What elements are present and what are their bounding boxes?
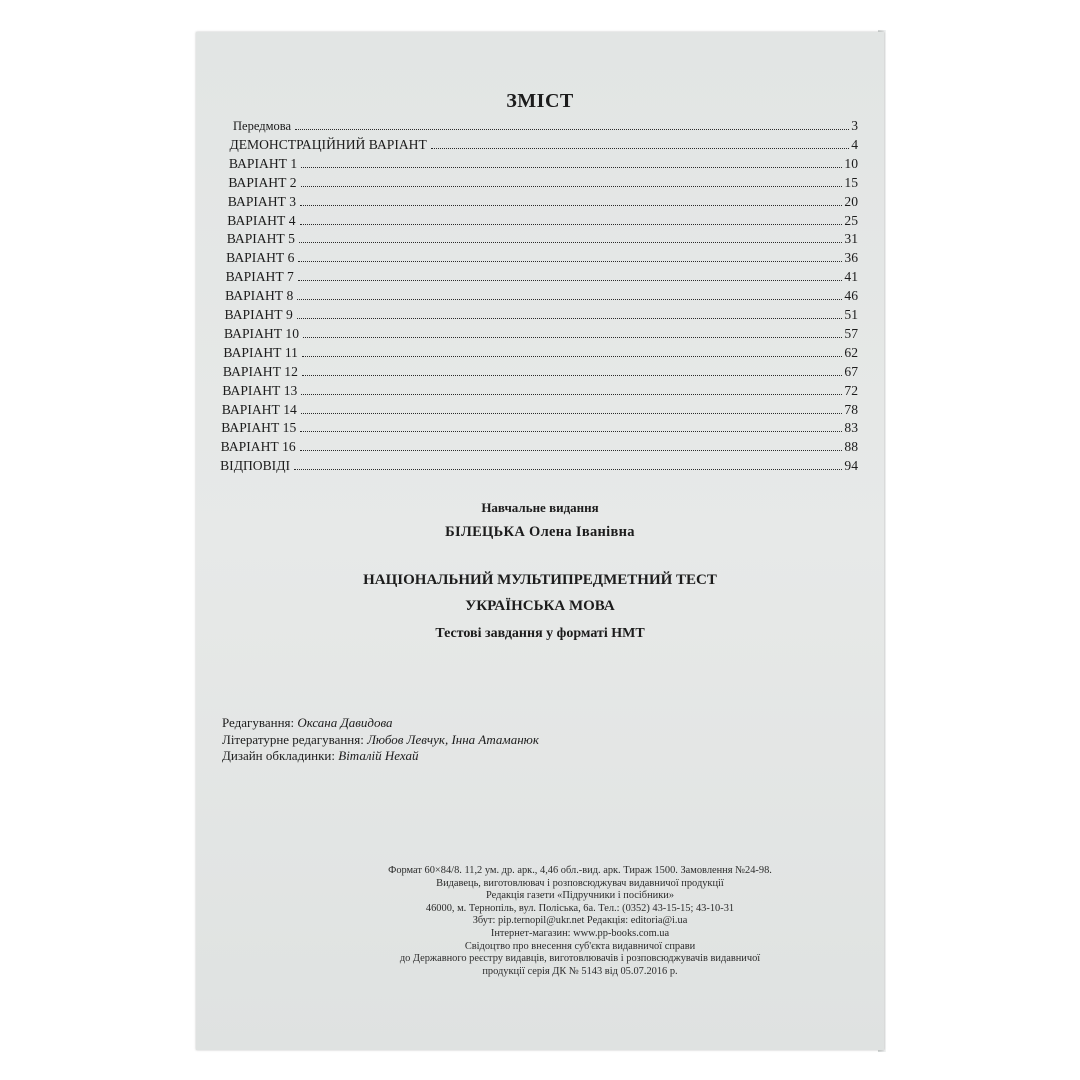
toc-dot-leader xyxy=(302,375,843,376)
toc-entry-label: Передмова xyxy=(233,119,292,133)
toc-entry-label: ВАРІАНТ 14 xyxy=(221,401,297,417)
toc-entry xyxy=(226,248,858,266)
credit-literary-editing xyxy=(222,732,539,749)
toc-entry-page: 83 xyxy=(844,420,858,436)
toc-entry-page: 51 xyxy=(844,307,858,322)
toc-entry-label: ВАРІАНТ 13 xyxy=(222,382,298,398)
toc-entry-page: 57 xyxy=(844,325,858,341)
imprint-line: Видавець, виготовлювач і розповсюджувач видавничої продукції xyxy=(436,877,724,889)
toc-dot-leader xyxy=(300,205,842,206)
toc-entry-page: 46 xyxy=(844,288,858,304)
toc-entry-page: 4 xyxy=(851,136,858,152)
toc-entry-page: 67 xyxy=(844,363,858,379)
toc-dot-leader xyxy=(303,337,842,338)
toc-dot-leader xyxy=(297,299,842,300)
toc-entry-label: ВАРІАНТ 6 xyxy=(226,250,295,266)
toc-entry xyxy=(220,456,858,474)
imprint-block xyxy=(236,865,884,978)
toc-entry xyxy=(224,324,858,342)
credit-name: Віталій Нехай xyxy=(338,748,419,763)
credit-name: Любов Левчук, Інна Атаманюк xyxy=(367,731,539,747)
toc-entry-label: ДЕМОНСТРАЦІЙНИЙ ВАРІАНТ xyxy=(229,136,427,152)
toc-dot-leader xyxy=(302,356,842,357)
toc-entry xyxy=(222,400,858,418)
toc-entry xyxy=(230,116,858,134)
toc-entry-page: 36 xyxy=(844,250,858,266)
toc-entry-label: ВІДПОВІДІ xyxy=(220,458,291,474)
toc-dot-leader xyxy=(298,261,842,262)
toc-entry-label: ВАРІАНТ 1 xyxy=(228,155,298,171)
credit-role: Дизайн обкладинки: xyxy=(222,748,335,763)
toc-dot-leader xyxy=(300,450,843,451)
imprint-line: 46000, м. Тернопіль, вул. Поліська, 6а. Тел.: (0352) 43-15-15; 43-10-31 xyxy=(425,902,735,914)
toc-entry xyxy=(225,286,858,304)
toc-dot-leader xyxy=(297,318,843,319)
toc-entry-label: ВАРІАНТ 12 xyxy=(222,363,298,379)
author-name: БІЛЕЦЬКА Олена Іванівна xyxy=(445,524,635,540)
toc-entry-label: ВАРІАНТ 16 xyxy=(220,439,296,455)
toc-dot-leader xyxy=(301,186,843,187)
toc-entry-page: 88 xyxy=(844,439,858,455)
toc-entry xyxy=(228,173,858,191)
imprint-line: до Державного реєстру видавців, виготовлювачів і розповсюджувачів видавничої xyxy=(399,953,761,965)
toc-entry xyxy=(221,418,858,436)
toc-dot-leader xyxy=(300,224,843,225)
toc-entry xyxy=(228,192,858,210)
toc-entry-label: ВАРІАНТ 7 xyxy=(225,269,294,285)
series-label: Навчальне видання xyxy=(481,500,599,515)
document-page xyxy=(196,32,884,1050)
credit-cover-design xyxy=(222,748,539,765)
toc-dot-leader xyxy=(301,394,842,395)
credits-block xyxy=(222,715,539,765)
toc-entry-label: ВАРІАНТ 8 xyxy=(225,288,294,304)
imprint-line: продукції серія ДК № 5143 від 05.07.2016 р. xyxy=(482,965,678,977)
toc-entry xyxy=(226,267,858,285)
toc-entry-page: 94 xyxy=(844,458,858,474)
credit-editing xyxy=(222,715,539,732)
toc-entry-page: 25 xyxy=(844,212,858,228)
toc-entry-page: 20 xyxy=(844,193,858,209)
credit-name: Оксана Давидова xyxy=(297,715,393,730)
toc-entry-label: ВАРІАНТ 3 xyxy=(227,193,297,209)
toc-dot-leader xyxy=(299,242,842,243)
toc-entry-label: ВАРІАНТ 9 xyxy=(224,307,293,322)
book-subject: УКРАЇНСЬКА МОВА xyxy=(465,598,615,614)
book-title: НАЦІОНАЛЬНИЙ МУЛЬТИПРЕДМЕТНИЙ ТЕСТ xyxy=(363,572,717,588)
toc-entry-page: 78 xyxy=(844,401,858,417)
toc-dot-leader xyxy=(294,469,842,470)
toc-entry xyxy=(222,381,858,399)
imprint-line: Редакція газети «Підручники і посібники» xyxy=(485,890,675,902)
toc-entry-label: ВАРІАНТ 5 xyxy=(226,231,295,247)
toc-entry-label: ВАРІАНТ 10 xyxy=(223,325,299,341)
toc-title: ЗМІСТ xyxy=(506,90,574,112)
credit-role: Літературне редагування: xyxy=(222,731,364,747)
toc-entry xyxy=(227,229,858,247)
toc-entry xyxy=(227,211,858,229)
toc-dot-leader xyxy=(301,413,843,414)
toc-entry-page: 10 xyxy=(844,155,858,171)
toc-entry-page: 72 xyxy=(844,382,858,398)
toc-dot-leader xyxy=(295,129,849,130)
toc-entry-label: ВАРІАНТ 15 xyxy=(221,420,297,436)
toc-entry xyxy=(221,437,858,455)
toc-entry xyxy=(223,362,858,380)
imprint-line: Інтернет-магазин: www.pp-books.com.ua xyxy=(490,927,670,939)
toc-dot-leader xyxy=(300,431,842,432)
toc-entry xyxy=(229,154,858,172)
toc-entry-page: 15 xyxy=(844,174,858,190)
toc-entry xyxy=(229,135,858,153)
toc-entry xyxy=(225,305,859,323)
toc-entry-page: 3 xyxy=(851,118,858,133)
imprint-line: Свідоцтво про внесення суб'єкта видавничої справи xyxy=(464,940,696,952)
toc-entry-label: ВАРІАНТ 4 xyxy=(227,212,296,228)
credit-role: Редагування: xyxy=(222,715,295,730)
imprint-line: Збут: pip.ternopil@ukr.net Редакція: editoria@i.ua xyxy=(472,915,688,927)
toc-dot-leader xyxy=(431,148,849,149)
book-subtitle: Тестові завдання у форматі НМТ xyxy=(435,626,645,641)
toc-dot-leader xyxy=(301,167,842,168)
toc-dot-leader xyxy=(298,280,843,281)
imprint-line: Формат 60×84/8. 11,2 ум. др. арк., 4,46 обл.-вид. арк. Тираж 1500. Замовлення №24-98. xyxy=(388,865,772,876)
toc-entry-label: ВАРІАНТ 2 xyxy=(228,174,297,190)
toc-entry xyxy=(223,343,858,361)
toc-entry-label: ВАРІАНТ 11 xyxy=(223,344,298,360)
toc-entry-page: 31 xyxy=(844,231,858,247)
toc-entry-page: 41 xyxy=(844,269,858,285)
toc-entry-page: 62 xyxy=(844,344,858,360)
